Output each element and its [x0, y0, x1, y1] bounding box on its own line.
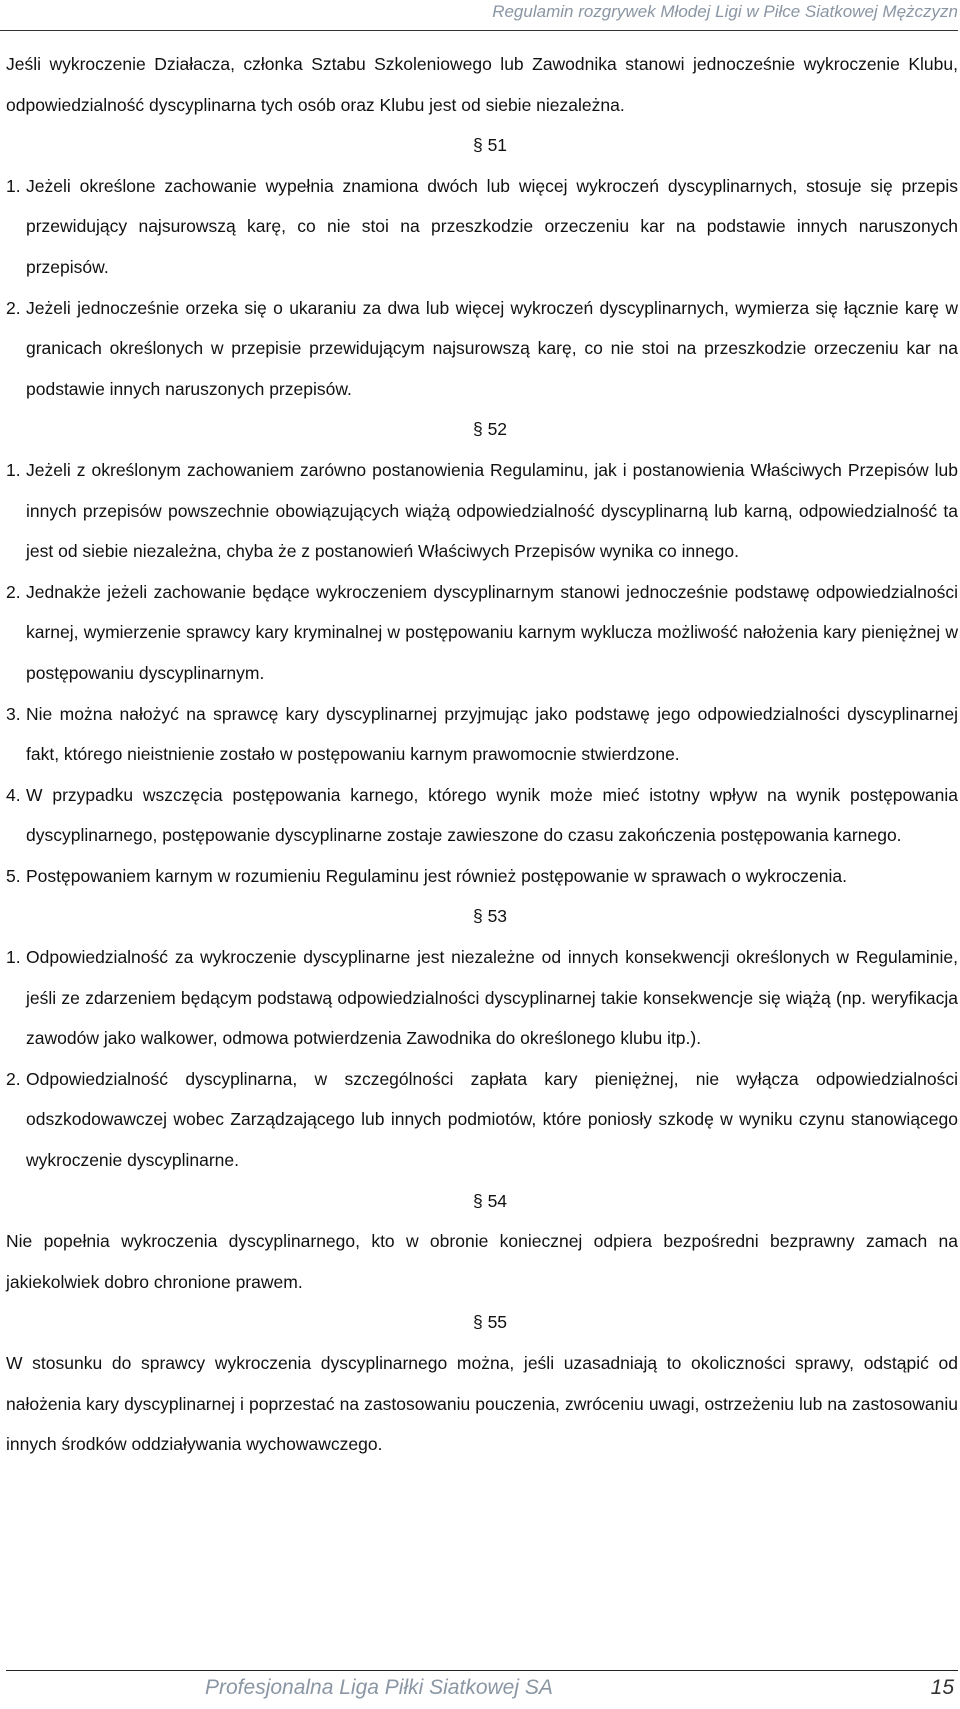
page-number: 15: [930, 1676, 954, 1699]
s52-item-5: [6, 856, 958, 897]
s52-item-1: [6, 450, 958, 572]
s52-item-3: [6, 694, 958, 775]
header-rule: [0, 30, 958, 31]
s51-item-1: [6, 166, 958, 288]
page-footer: [205, 1674, 954, 1702]
item-number: 1.: [6, 459, 21, 480]
item-text: Jeżeli określone zachowanie wypełnia znamiona dwóch lub więcej wykroczeń dyscyplinarnych, stosuje się przepis przewidujący najsurowszą karę, co nie stoi na przeszkodzie orzeczeniu kar na podstawie innych naruszonych przepisów.: [26, 175, 958, 277]
item-text: Nie można nałożyć na sprawcę kary dyscyplinarnej przyjmując jako podstawę jego odpowiedzialności dyscyplinarnej fakt, którego nieistnienie zostało w postępowaniu karnym prawomocnie stwierdzone.: [26, 703, 958, 765]
footer-organization: Profesjonalna Liga Piłki Siatkowej SA: [205, 1676, 553, 1699]
item-text: Odpowiedzialność za wykroczenie dyscyplinarne jest niezależne od innych konsekwencji określonych w Regulaminie, jeśli ze zdarzeniem będącym podstawą odpowiedzialności dyscyplinarnej takie konsekwencje się wiążą (np. weryfikacja zawodów jako walkower, odmowa potwierdzenia Zawodnika do określonego klubu itp.).: [26, 947, 958, 1049]
item-number: 2.: [6, 1068, 21, 1089]
item-text: W przypadku wszczęcia postępowania karnego, którego wynik może mieć istotny wpływ na wynik postępowania dyscyplinarnego, postępowanie dyscyplinarne zostaje zawieszone do czasu zakończenia postępowania karnego.: [26, 784, 958, 846]
section-heading-51: § 51: [472, 135, 508, 156]
item-number: 4.: [6, 784, 21, 805]
footer-rule: [6, 1670, 958, 1671]
item-text: Jeżeli jednocześnie orzeka się o ukaraniu za dwa lub więcej wykroczeń dyscyplinarnych, wymierza się łącznie karę w granicach określonych w przepisie przewidującym najsurowszą karę, co nie stoi na przeszkodzie orzeczeniu kar na podstawie innych naruszonych przepisów.: [26, 297, 958, 399]
item-text: Odpowiedzialność dyscyplinarna, w szczególności zapłata kary pieniężnej, nie wyłącza odpowiedzialności odszkodowawczej wobec Zarządzającego lub innych podmiotów, które poniosły szkodę w wyniku czynu stanowiącego wykroczenie dyscyplinarne.: [26, 1068, 958, 1171]
item-number: 1.: [6, 175, 21, 196]
s52-item-4: [6, 775, 958, 856]
section-heading-55: § 55: [472, 1312, 508, 1333]
s52-item-2: [6, 572, 958, 694]
intro-paragraph: Jeśli wykroczenie Działacza, członka Sztabu Szkoleniowego lub Zawodnika stanowi jednocześnie wykroczenie Klubu, odpowiedzialność dyscyplinarna tych osób oraz Klubu jest od siebie niezależna.: [6, 54, 958, 115]
item-number: 3.: [6, 703, 21, 724]
document-body: [6, 44, 958, 1465]
s55-paragraph: W stosunku do sprawcy wykroczenia dyscyplinarnego można, jeśli uzasadniają to okoliczności sprawy, odstąpić od nałożenia kary dyscyplinarnej i poprzestać na zastosowaniu pouczenia, zwróceniu uwagi, ostrzeżeniu lub na zastosowaniu innych środków oddziaływania wychowawczego.: [6, 1353, 958, 1455]
section-heading-52: § 52: [472, 419, 508, 440]
item-text: Jednakże jeżeli zachowanie będące wykroczeniem dyscyplinarnym stanowi jednocześnie podstawę odpowiedzialności karnej, wymierzenie sprawcy kary kryminalnej w postępowaniu karnym wyklucza możliwość nałożenia kary pieniężnej w postępowaniu dyscyplinarnym.: [26, 581, 958, 683]
item-number: 1.: [6, 947, 21, 968]
running-header: Regulamin rozgrywek Młodej Ligi w Piłce Siatkowej Mężczyzn: [492, 2, 958, 21]
item-number: 5.: [6, 865, 21, 886]
section-heading-54: § 54: [472, 1190, 508, 1211]
s53-item-1: [6, 937, 958, 1059]
item-number: 2.: [6, 581, 21, 602]
item-text: Jeżeli z określonym zachowaniem zarówno postanowienia Regulaminu, jak i postanowienia Właściwych Przepisów lub innych przepisów powszechnie obowiązujących wiążą odpowiedzialność dyscyplinarną lub karną, odpowiedzialność ta jest od siebie niezależna, chyba że z postanowień Właściwych Przepisów wynika co innego.: [26, 459, 958, 562]
s53-item-2: [6, 1059, 958, 1181]
item-text: Postępowaniem karnym w rozumieniu Regulaminu jest również postępowanie w sprawach o wykroczenia.: [26, 865, 847, 886]
item-number: 2.: [6, 297, 21, 318]
section-heading-53: § 53: [472, 906, 508, 927]
s51-item-2: [6, 288, 958, 410]
s54-paragraph: Nie popełnia wykroczenia dyscyplinarnego, kto w obronie koniecznej odpiera bezpośredni bezprawny zamach na jakiekolwiek dobro chronione prawem.: [6, 1231, 958, 1292]
